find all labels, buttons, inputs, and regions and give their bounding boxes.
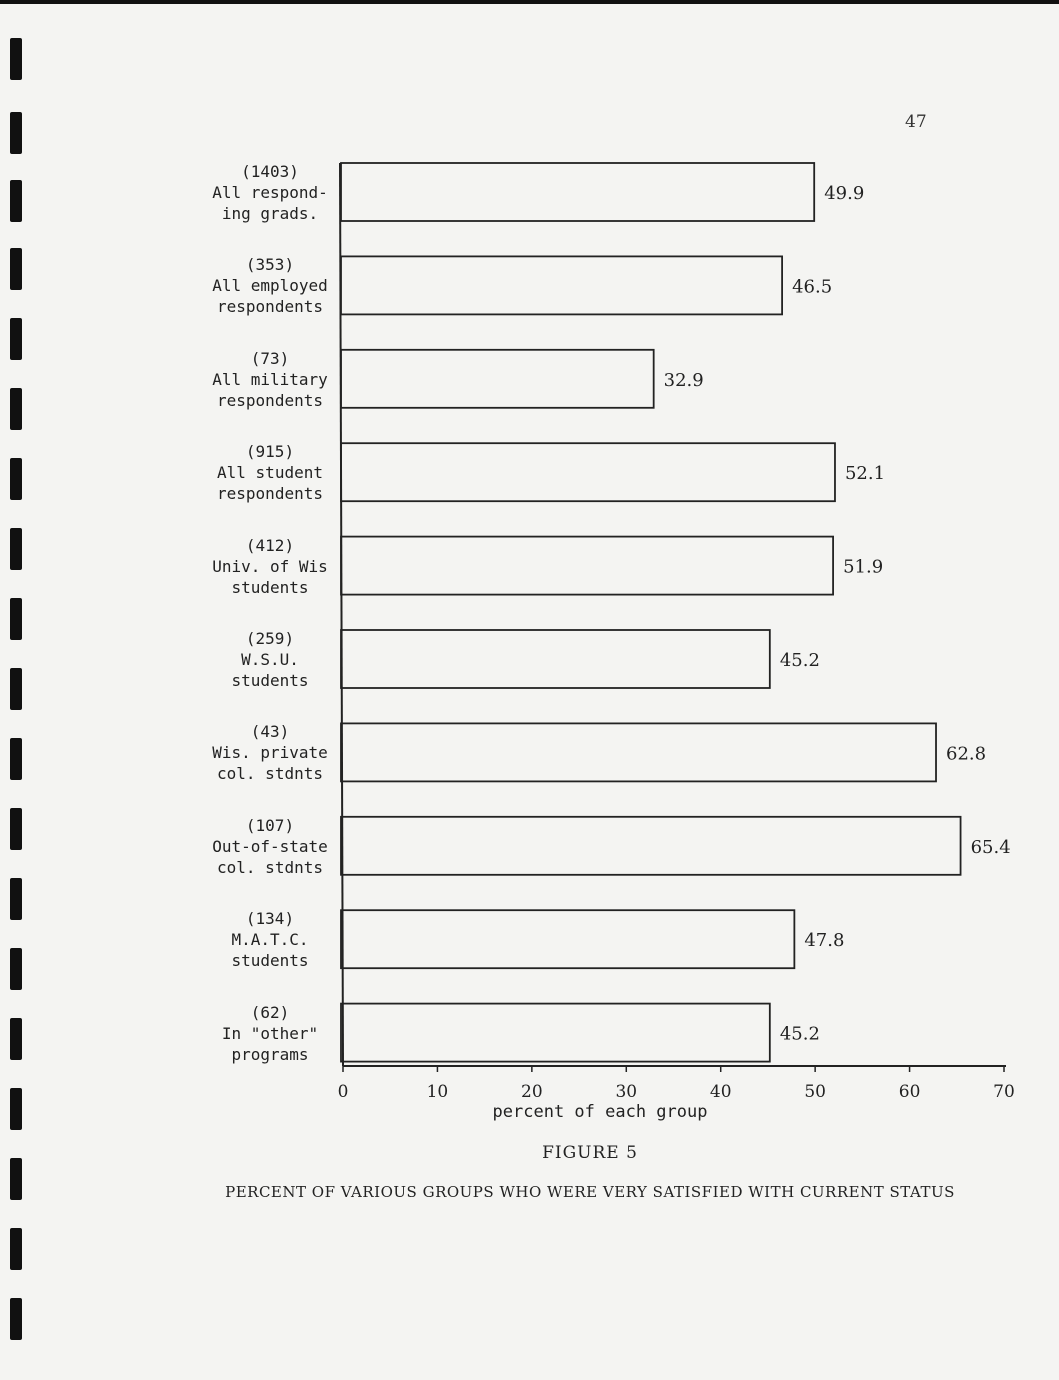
category-label (200, 1002, 340, 1065)
bar (341, 910, 794, 968)
bar (341, 443, 835, 501)
category-name: W.S.U. students (231, 650, 309, 690)
bar (341, 817, 961, 875)
category-label (200, 815, 340, 878)
category-count: (43) (250, 722, 290, 742)
x-tick-label: 10 (426, 1082, 449, 1102)
figure-label: FIGURE 5 (542, 1143, 638, 1163)
category-count: (259) (245, 629, 295, 648)
x-tick-label: 70 (993, 1082, 1015, 1102)
category-count: (134) (245, 909, 295, 929)
x-tick-label: 0 (337, 1082, 349, 1102)
x-tick-label: 60 (898, 1082, 921, 1102)
category-count: (915) (245, 442, 295, 462)
bar-value-label: 52.1 (844, 463, 886, 485)
x-axis-label: percent of each group (492, 1102, 708, 1122)
category-label (200, 161, 340, 224)
bar-value-label: 45.2 (779, 1023, 820, 1045)
category-count: (412) (245, 535, 295, 555)
category-name: In "other" programs (221, 1023, 319, 1064)
bar (341, 163, 814, 221)
category-label (200, 908, 340, 971)
x-tick-label: 40 (709, 1082, 732, 1102)
bar-value-label: 51.9 (843, 556, 884, 578)
figure-caption: PERCENT OF VARIOUS GROUPS WHO WERE VERY SATISFIED WITH CURRENT STATUS (225, 1183, 955, 1201)
category-name: All military respondents (212, 369, 328, 410)
category-label (200, 348, 340, 411)
bar-value-label: 32.9 (663, 369, 704, 391)
x-tick-label: 50 (804, 1082, 826, 1102)
category-count: (107) (245, 815, 295, 835)
category-label (200, 254, 340, 317)
category-name: Out-of-state col. stdnts (212, 836, 328, 877)
category-name: M.A.T.C. students (231, 930, 309, 971)
category-name: All respond- ing grads. (212, 183, 328, 223)
category-name: Univ. of Wis students (212, 556, 328, 597)
bar (341, 537, 833, 595)
bar (341, 256, 782, 314)
bar (341, 630, 770, 688)
bar (341, 1004, 770, 1062)
category-name: All student respondents (217, 463, 323, 504)
category-name: Wis. private col. stdnts (212, 743, 328, 784)
category-label (200, 535, 340, 598)
category-label (200, 441, 340, 504)
category-label (200, 628, 340, 691)
bar-value-label: 62.8 (946, 743, 987, 765)
bar-value-label: 65.4 (970, 836, 1011, 858)
category-label (200, 721, 340, 784)
bar-value-label: 47.8 (804, 930, 845, 952)
category-name: All employed respondents (212, 276, 328, 317)
x-tick-label: 30 (615, 1082, 638, 1102)
category-count: (353) (245, 255, 295, 275)
category-count: (62) (250, 1002, 290, 1022)
bar-value-label: 46.5 (792, 276, 833, 298)
category-count: (73) (250, 348, 290, 368)
category-count: (1403) (241, 162, 299, 181)
x-tick-label: 20 (521, 1082, 543, 1102)
bar-value-label: 49.9 (824, 183, 865, 204)
bar (341, 723, 936, 781)
page-number: 47 (905, 112, 927, 132)
bar (341, 350, 654, 408)
bar-value-label: 45.2 (779, 650, 820, 671)
